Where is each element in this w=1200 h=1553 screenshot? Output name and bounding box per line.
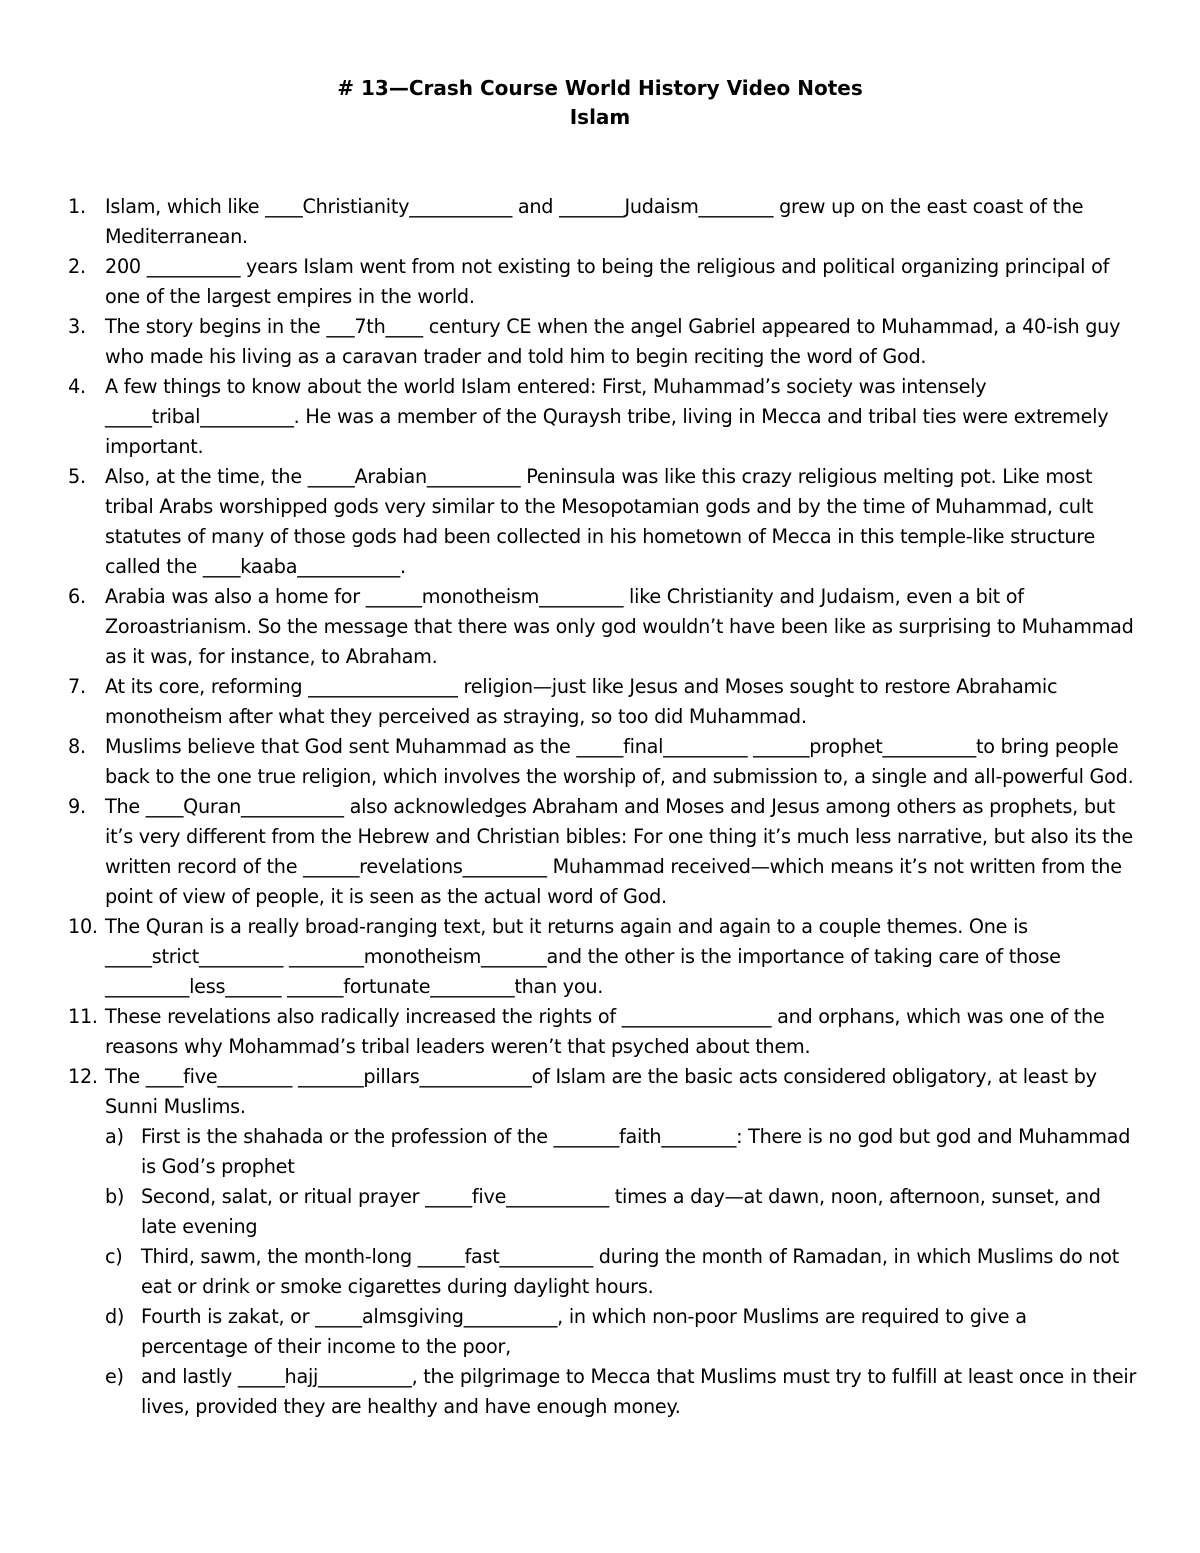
item-text: 200 __________ years Islam went from not existing to being the religious and political organizing principal of one of the largest empires in the world.	[105, 255, 1110, 308]
sub-item-text: Third, sawm, the month-long _____fast__________ during the month of Ramadan, in which Muslims do not eat or drink or smoke cigarettes during daylight hours.	[141, 1245, 1119, 1298]
title-line-1: # 13—Crash Course World History Video Notes	[337, 76, 863, 100]
sub-item-letter: d)	[105, 1305, 125, 1328]
item-number: 8.	[68, 735, 86, 758]
list-item	[68, 672, 1138, 732]
sub-list-item	[105, 1302, 1138, 1362]
sub-item-text: First is the shahada or the profession of the _______faith________: There is no god but god and Muhammad is God’s prophet	[141, 1125, 1131, 1178]
item-number: 3.	[68, 315, 86, 338]
item-text: A few things to know about the world Islam entered: First, Muhammad’s society was intensely _____tribal__________. He was a member of the Quraysh tribe, living in Mecca and tribal ties were extremely important.	[105, 375, 1109, 458]
item-number: 4.	[68, 375, 86, 398]
list-item	[68, 462, 1138, 582]
list-item	[68, 582, 1138, 672]
list-item	[68, 372, 1138, 462]
item-text: Arabia was also a home for ______monotheism_________ like Christianity and Judaism, even a bit of Zoroastrianism. So the message that there was only god wouldn’t have been like as surprising to Muhammad as it was, for instance, to Abraham.	[105, 585, 1134, 668]
sub-item-letter: e)	[105, 1365, 124, 1388]
sub-item-text: Fourth is zakat, or _____almsgiving__________, in which non-poor Muslims are required to give a percentage of their income to the poor,	[141, 1305, 1027, 1358]
sub-list-item	[105, 1362, 1138, 1422]
item-body	[105, 1062, 1138, 1422]
item-text: The ____Quran___________ also acknowledges Abraham and Moses and Jesus among others as prophets, but it’s very different from the Hebrew and Christian bibles: For one thing it’s much less narrative, but also its the written record of the ______revelations_________ Muhammad received—which means it’s not written from the point of view of people, it is seen as the actual word of God.	[105, 795, 1133, 908]
list-item	[68, 252, 1138, 312]
sub-list-item	[105, 1182, 1138, 1242]
item-text: These revelations also radically increased the rights of ________________ and orphans, which was one of the reasons why Mohammad’s tribal leaders weren’t that psyched about them.	[105, 1005, 1105, 1058]
pillars-sublist	[105, 1122, 1138, 1422]
list-item	[68, 792, 1138, 912]
list-item	[68, 732, 1138, 792]
item-number: 10.	[68, 915, 98, 938]
item-number: 6.	[68, 585, 86, 608]
sub-list-item	[105, 1242, 1138, 1302]
sub-item-text: and lastly _____hajj__________, the pilgrimage to Mecca that Muslims must try to fulfill at least once in their lives, provided they are healthy and have enough money.	[141, 1365, 1137, 1418]
item-text: The story begins in the ___7th____ century CE when the angel Gabriel appeared to Muhammad, a 40-ish guy who made his living as a caravan trader and told him to begin reciting the word of God.	[105, 315, 1121, 368]
list-item	[68, 1062, 1138, 1422]
item-number: 1.	[68, 195, 86, 218]
item-text: The Quran is a really broad-ranging text, but it returns again and again to a couple themes. One is _____strict_________ ________monotheism_______and the other is the importance of taking care of those _________less______ ______fortunate_________than you.	[105, 915, 1061, 998]
sub-item-letter: c)	[105, 1245, 123, 1268]
item-text: Islam, which like ____Christianity___________ and _______Judaism________ grew up on the east coast of the Mediterranean.	[105, 195, 1084, 248]
page-title	[0, 74, 1200, 132]
item-text: Muslims believe that God sent Muhammad as the _____final_________ ______prophet__________to bring people back to the one true religion, which involves the worship of, and submission to, a single and all-powerful God.	[105, 735, 1134, 788]
sub-list-item	[105, 1122, 1138, 1182]
item-number: 11.	[68, 1005, 98, 1028]
item-number: 7.	[68, 675, 86, 698]
list-item	[68, 912, 1138, 1002]
item-number: 9.	[68, 795, 86, 818]
list-item	[68, 312, 1138, 372]
list-item	[68, 192, 1138, 252]
notes-list	[68, 192, 1138, 1422]
item-number: 5.	[68, 465, 86, 488]
item-text: At its core, reforming ________________ religion—just like Jesus and Moses sought to restore Abrahamic monotheism after what they perceived as straying, so too did Muhammad.	[105, 675, 1058, 728]
list-item	[68, 1002, 1138, 1062]
item-text: The ____five________ _______pillars____________of Islam are the basic acts considered obligatory, at least by Sunni Muslims.	[105, 1065, 1097, 1118]
title-line-2: Islam	[569, 105, 631, 129]
sub-item-letter: b)	[105, 1185, 125, 1208]
sub-item-letter: a)	[105, 1125, 124, 1148]
item-number: 2.	[68, 255, 86, 278]
item-number: 12.	[68, 1065, 98, 1088]
item-text: Also, at the time, the _____Arabian__________ Peninsula was like this crazy religious melting pot. Like most tribal Arabs worshipped gods very similar to the Mesopotamian gods and by the time of Muhammad, cult statutes of many of those gods had been collected in his hometown of Mecca in this temple-like structure called the ____kaaba___________.	[105, 465, 1096, 578]
sub-item-text: Second, salat, or ritual prayer _____five___________ times a day—at dawn, noon, afternoon, sunset, and late evening	[141, 1185, 1101, 1238]
